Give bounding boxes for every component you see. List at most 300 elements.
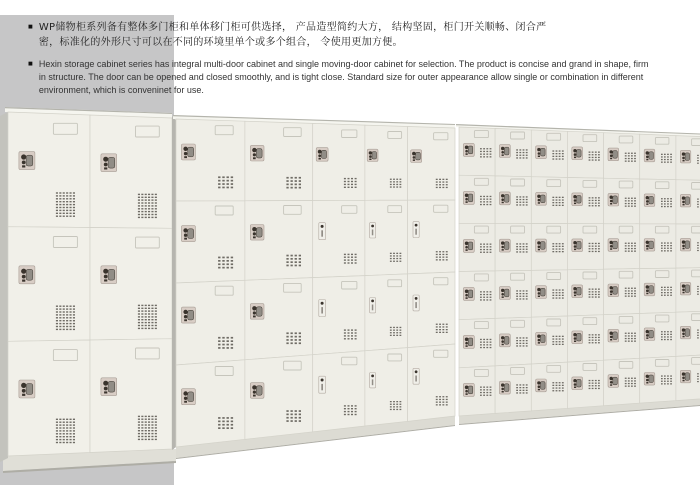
lock-knob [501,198,504,201]
vent-dot [396,255,398,256]
vent-dot [396,258,398,259]
vent-dot [516,390,518,391]
vent-dot [56,439,58,440]
vent-dot [598,248,600,249]
vent-dot [63,192,65,193]
vent-dot [141,316,143,317]
door-lock [499,239,510,252]
vent-dot [490,395,492,396]
lock-handle [468,242,473,250]
vent-dot [592,248,594,249]
vent-dot [526,343,528,344]
vent-dot [227,257,229,259]
vent-dot [664,287,666,288]
vent-dot [634,203,636,204]
lock-handle [577,241,582,249]
vent-dot [664,198,666,199]
keyhole [371,300,374,303]
vent-dot [631,296,633,297]
vent-dot [73,317,75,318]
vent-dot [516,199,518,200]
vent-dot [526,298,528,299]
vent-dot [519,155,521,156]
vent-dot [218,347,220,349]
locker-door [676,355,700,401]
lock-slot [646,293,648,295]
lock-slot [538,389,540,391]
vent-dot [227,180,229,182]
vent-dot [589,251,591,252]
vent-dot [556,202,558,203]
vent-dot [344,405,346,406]
vent-dot [526,296,528,297]
vent-dot [59,320,61,321]
locker-door [408,272,455,348]
vent-dot [56,213,58,214]
vent-dot [299,177,301,179]
vent-dot [628,296,630,297]
lock-slot [610,203,612,205]
vent-dot [598,334,600,335]
vent-dot [70,320,72,321]
vent-dot [295,410,297,412]
vent-dot [227,183,229,185]
lock-knob [682,240,685,243]
vent-dot [589,205,591,206]
vent-dot [480,246,482,247]
vent-dot [439,259,441,260]
vent-dot [562,390,564,391]
vent-dot [667,331,669,332]
vent-dot [589,296,591,297]
locker-door [176,280,245,365]
vent-dot [66,198,68,199]
vent-dot [446,326,448,327]
vent-dot [628,198,630,199]
vent-dot [299,336,301,338]
vent-dot [393,335,395,336]
vent-dot [299,187,301,189]
vent-dot [523,293,525,294]
vent-dot [442,254,444,255]
vent-dot [145,217,147,218]
vent-dot [592,246,594,247]
door-lock [463,335,474,348]
lock-handle [504,289,509,297]
vent-dot [556,385,558,386]
vent-dot [148,328,150,329]
vent-dot [148,439,150,440]
vent-dot [516,387,518,388]
vent-dot [598,388,600,389]
vent-dot [286,261,288,263]
vent-dot [516,337,518,338]
lock-knob [369,155,372,158]
vent-dot [559,390,561,391]
vent-dot [145,305,147,306]
vent-dot [552,246,554,247]
vent-dot [667,339,669,340]
lock-slot [683,292,685,294]
lock-knob [501,289,504,292]
vent-dot [286,342,288,344]
lock-knob [465,246,468,249]
vent-dot [436,254,438,255]
handle-bar [415,376,417,382]
vent-dot [523,390,525,391]
vent-dot [556,248,558,249]
vent-dot [490,344,492,345]
locker-door [495,223,531,271]
vent-dot [56,201,58,202]
vent-dot [526,345,528,346]
door-lock [572,377,583,390]
vent-dot [138,416,140,417]
vent-dot [141,305,143,306]
lock-knob [253,311,256,314]
vent-dot [667,162,669,163]
vent-dot [390,261,392,262]
vent-dot [667,378,669,379]
vent-dot [516,298,518,299]
vent-dot [480,199,482,200]
vent-dot [523,290,525,291]
vent-dot [480,151,482,152]
vent-dot [667,203,669,204]
locker-door [604,358,640,405]
lock-knob [538,292,541,295]
keyhole [321,225,324,228]
vent-dot [523,149,525,150]
vent-dot [59,210,61,211]
vent-dot [559,295,561,296]
vent-dot [559,197,561,198]
locker-door [313,123,365,200]
vent-dot [299,332,301,334]
vent-dot [348,187,350,188]
lock-slot [466,201,468,203]
door-lock [536,286,547,299]
door-handle-lock [413,222,419,238]
vent-dot [393,255,395,256]
vent-dot [151,439,153,440]
vent-dot [628,243,630,244]
vent-dot [227,337,229,339]
vent-dot [400,186,402,187]
lock-handle [504,337,509,345]
vent-dot [490,148,492,149]
lock-handle [416,152,421,160]
door-lock [463,383,474,396]
lock-slot [610,248,612,250]
vent-dot [355,411,357,412]
lock-slot [466,297,468,299]
vent-dot [523,298,525,299]
lock-slot [574,387,576,389]
door-lock [463,143,474,156]
door-lock [250,225,264,241]
vent-dot [556,243,558,244]
locker-door [567,224,603,270]
vent-dot [490,204,492,205]
vent-dot [63,424,65,425]
vent-dot [59,430,61,431]
vent-dot [595,197,597,198]
vent-dot [589,383,591,384]
vent-dot [661,248,663,249]
locker-door [531,316,567,364]
vent-dot [73,210,75,211]
vent-dot [483,156,485,157]
vent-dot [439,404,441,405]
vent-dot [634,341,636,342]
lock-knob [646,285,649,288]
vent-dot [592,291,594,292]
vent-dot [559,289,561,290]
vent-dot [670,289,672,290]
vent-dot [286,336,288,338]
vent-dot [390,181,392,182]
vent-dot [559,248,561,249]
lock-handle [26,155,33,166]
vent-dot [400,335,402,336]
lock-handle [541,148,546,156]
vent-dot [480,395,482,396]
vent-dot [56,195,58,196]
vent-dot [155,214,157,215]
vent-dot [66,329,68,330]
vent-dot [436,324,438,325]
locker-door [408,200,455,274]
vent-dot [526,204,528,205]
locker-door [90,339,172,453]
vent-dot [598,294,600,295]
vent-dot [526,384,528,385]
vent-dot [559,199,561,200]
locker-door [8,340,90,456]
vent-dot [295,336,297,338]
vent-dot [295,342,297,344]
lock-knob [501,388,504,391]
vent-dot [483,342,485,343]
locker-door [8,112,90,228]
lock-knob [104,163,108,167]
vent-dot [667,250,669,251]
lock-slot [184,319,187,321]
vent-dot [697,199,699,200]
vent-dot [562,289,564,290]
vent-dot [63,195,65,196]
vent-dot [480,342,482,343]
locker-door [245,201,313,281]
vent-dot [63,308,65,309]
vent-dot [59,427,61,428]
vent-dot [562,243,564,244]
vent-dot [299,410,301,412]
vent-dot [145,433,147,434]
vent-dot [552,387,554,388]
lock-slot [184,238,187,240]
vent-dot [592,383,594,384]
lock-slot [466,249,468,251]
vent-dot [556,197,558,198]
door-lock [680,282,691,295]
vent-dot [483,392,485,393]
vent-dot [155,319,157,320]
side-panel [0,112,8,462]
vent-dot [73,442,75,443]
vent-dot [295,414,297,416]
lock-handle [649,196,654,204]
lock-knob [610,200,613,203]
vent-dot [291,258,293,260]
vent-dot [625,248,627,249]
lock-knob [103,381,108,386]
vent-dot [155,199,157,200]
vent-dot [490,252,492,253]
vent-dot [670,292,672,293]
vent-dot [151,319,153,320]
vent-dot [56,192,58,193]
vent-dot [595,289,597,290]
vent-dot [523,204,525,205]
lock-slot [502,296,504,298]
vent-dot [486,342,488,343]
keyhole [321,302,324,305]
vent-dot [138,211,140,212]
vent-dot [595,205,597,206]
door-lock [19,266,35,284]
keyhole [415,224,418,227]
vent-dot [348,335,350,336]
vent-dot [155,433,157,434]
lock-slot [502,391,504,393]
locker-door [604,133,640,179]
vent-dot [631,333,633,334]
vent-dot [145,197,147,198]
vent-dot [138,430,140,431]
door-lock [181,144,195,160]
vent-dot [516,290,518,291]
lock-slot [502,249,504,251]
vent-dot [291,177,293,179]
vent-dot [138,436,140,437]
lock-knob [369,151,372,154]
vent-dot [351,338,353,339]
door-lock [572,147,583,160]
vent-dot [138,313,140,314]
vent-dot [552,390,554,391]
vent-dot [592,152,594,153]
lock-knob [537,241,540,244]
vent-dot [595,246,597,247]
vent-dot [595,340,597,341]
door-handle-lock [370,373,376,388]
vent-dot [667,383,669,384]
vent-dot [299,420,301,422]
vent-dot [631,243,633,244]
vent-dot [145,308,147,309]
vent-dot [480,392,482,393]
vent-dot [516,293,518,294]
lock-knob [501,340,504,343]
vent-dot [486,154,488,155]
vent-dot [516,246,518,247]
vent-dot [148,197,150,198]
vent-dot [227,417,229,419]
vent-dot [697,155,699,156]
vent-dot [400,258,402,259]
vent-dot [59,192,61,193]
vent-dot [344,181,346,182]
lock-knob [104,275,108,279]
vent-dot [552,156,554,157]
vent-dot [56,317,58,318]
door-lock [644,373,655,386]
door-lock [680,150,691,163]
lock-knob [412,152,416,156]
vent-dot [589,248,591,249]
vent-dot [562,387,564,388]
vent-dot [667,381,669,382]
locker-door [459,318,495,367]
vent-dot [480,201,482,202]
vent-dot [589,243,591,244]
door-lock [19,380,35,398]
vent-dot [661,206,663,207]
vent-dot [155,194,157,195]
door-lock [608,329,619,342]
vent-dot [138,316,140,317]
vent-dot [295,261,297,263]
vent-dot [486,294,488,295]
vent-dot [552,338,554,339]
vent-dot [661,336,663,337]
lock-knob [646,151,649,154]
lock-handle [613,151,618,159]
vent-dot [631,380,633,381]
lock-slot [253,395,256,397]
lock-handle [188,229,194,239]
vent-dot [661,245,663,246]
lock-slot [538,296,540,298]
vent-dot [73,320,75,321]
vent-dot [155,205,157,206]
vent-dot [598,337,600,338]
vent-dot [56,442,58,443]
locker-door [640,224,676,269]
vent-dot [625,378,627,379]
vent-dot [291,255,293,257]
vent-dot [523,387,525,388]
vent-dot [59,201,61,202]
lock-handle [613,287,618,295]
lock-knob [610,286,613,289]
vent-dot [396,332,398,333]
vent-dot [70,207,72,208]
vent-dot [595,383,597,384]
vent-dot [519,249,521,250]
vent-dot [56,216,58,217]
vent-dot [351,184,353,185]
vent-dot [396,409,398,410]
vent-dot [227,344,229,346]
vent-dot [138,424,140,425]
vent-dot [598,154,600,155]
vent-dot [631,248,633,249]
locker-door [495,270,531,318]
vent-dot [480,297,482,298]
